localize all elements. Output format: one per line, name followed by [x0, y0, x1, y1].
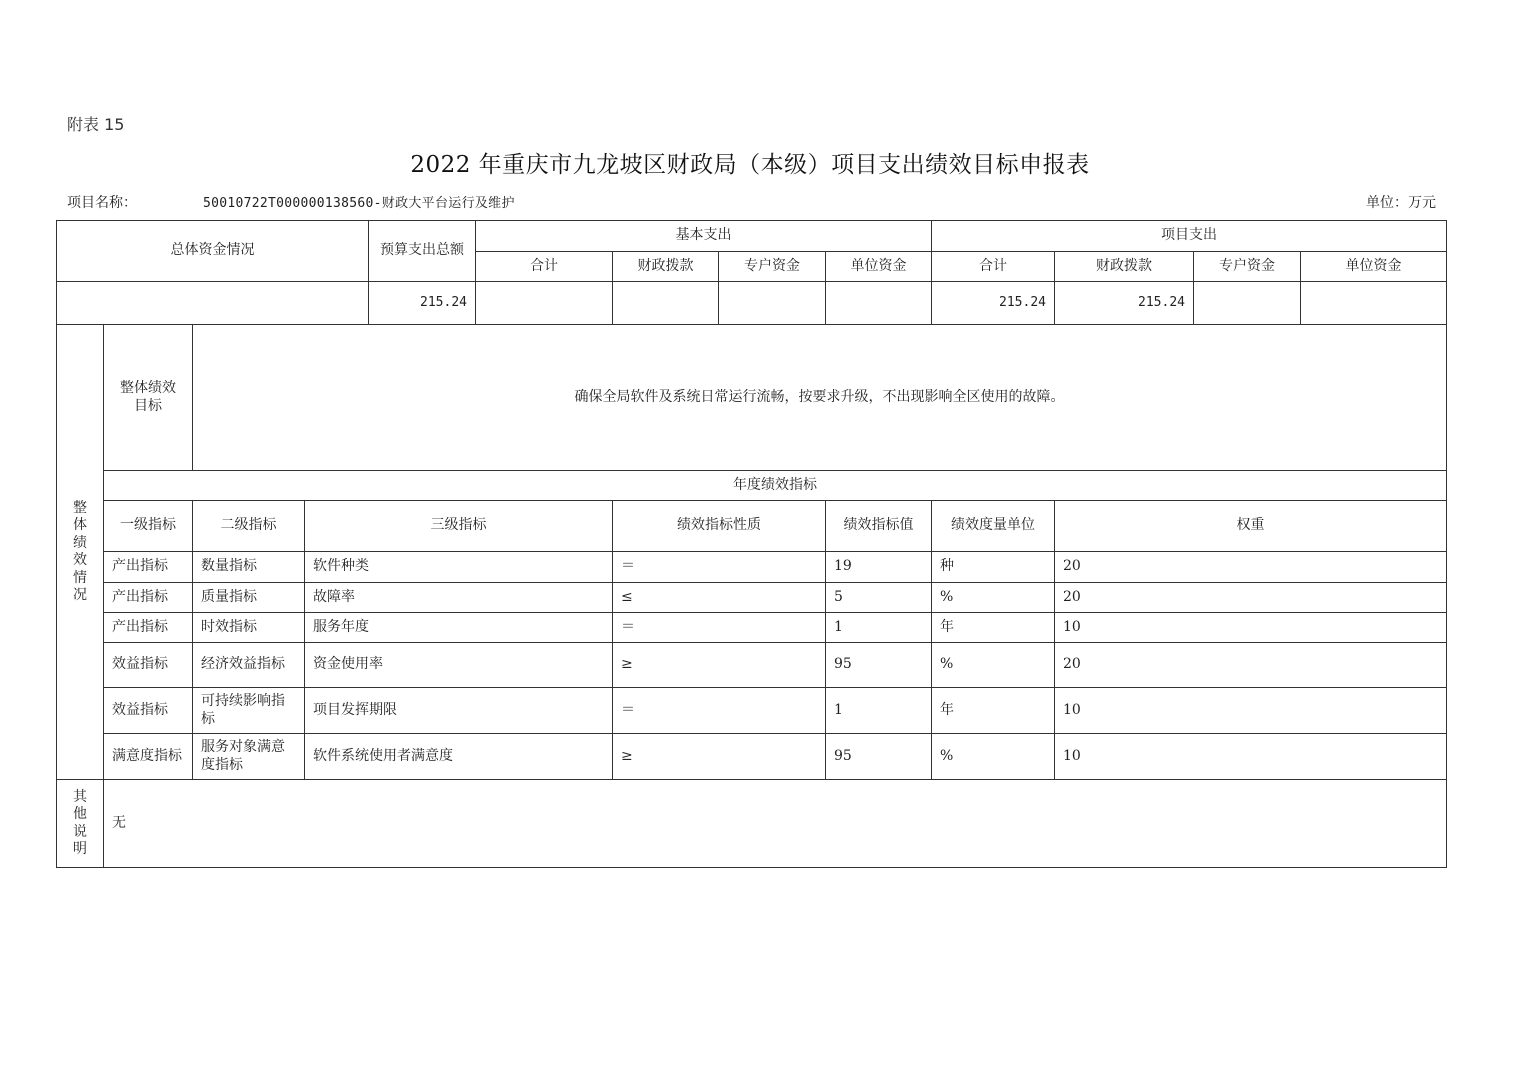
basic-special-value [719, 282, 826, 325]
row-nature: ＝ [613, 613, 826, 643]
row-level1: 产出指标 [104, 613, 193, 643]
row-weight: 20 [1055, 552, 1447, 583]
row-weight: 10 [1055, 688, 1447, 734]
basic-subtotal-value [476, 282, 613, 325]
row-unit: 种 [932, 552, 1055, 583]
row-level2: 质量指标 [193, 583, 305, 613]
row-level2: 数量指标 [193, 552, 305, 583]
row-level3: 项目发挥期限 [305, 688, 613, 734]
project-special-header: 专户资金 [1194, 252, 1301, 282]
table-row [57, 552, 1447, 583]
funds-section-label: 总体资金情况 [57, 221, 369, 282]
budget-total-label: 预算支出总额 [369, 221, 476, 282]
row-value: 1 [826, 688, 932, 734]
performance-side-label: 整 体 绩 效 情 况 [57, 325, 104, 780]
row-unit: % [932, 643, 1055, 688]
row-level3: 资金使用率 [305, 643, 613, 688]
row-level3: 故障率 [305, 583, 613, 613]
row-level1: 满意度指标 [104, 734, 193, 780]
row-level3: 服务年度 [305, 613, 613, 643]
table-row [57, 734, 1447, 780]
table-row [57, 613, 1447, 643]
row-value: 95 [826, 734, 932, 780]
project-special-value [1194, 282, 1301, 325]
project-expense-header: 项目支出 [932, 221, 1447, 252]
row-level2: 经济效益指标 [193, 643, 305, 688]
row-weight: 10 [1055, 613, 1447, 643]
project-fiscal-value: 215.24 [1055, 282, 1194, 325]
row-level3: 软件种类 [305, 552, 613, 583]
row-level1: 产出指标 [104, 583, 193, 613]
unit-label: 单位：万元 [1366, 195, 1436, 211]
row-value: 5 [826, 583, 932, 613]
page-title: 2022 年重庆市九龙坡区财政局（本级）项目支出绩效目标申报表 [410, 152, 1090, 178]
table-row [57, 583, 1447, 613]
row-level2: 时效指标 [193, 613, 305, 643]
overall-goal-text: 确保全局软件及系统日常运行流畅，按要求升级，不出现影响全区使用的故障。 [193, 325, 1447, 471]
basic-fiscal-header: 财政拨款 [613, 252, 719, 282]
col-level3-header: 三级指标 [305, 501, 613, 552]
row-unit: 年 [932, 688, 1055, 734]
overall-goal-label: 整体绩效目标 [104, 325, 193, 471]
row-level1: 效益指标 [104, 688, 193, 734]
col-level2-header: 二级指标 [193, 501, 305, 552]
other-notes-text: 无 [104, 780, 1447, 868]
row-level1: 效益指标 [104, 643, 193, 688]
row-level2: 可持续影响指标 [193, 688, 305, 734]
col-value-header: 绩效指标值 [826, 501, 932, 552]
project-unit-header: 单位资金 [1301, 252, 1447, 282]
row-nature: ≤ [613, 583, 826, 613]
basic-unit-header: 单位资金 [826, 252, 932, 282]
row-value: 1 [826, 613, 932, 643]
row-level2: 服务对象满意度指标 [193, 734, 305, 780]
other-notes-side-label: 其 他 说 明 [57, 780, 104, 868]
row-level1: 产出指标 [104, 552, 193, 583]
budget-total-value: 215.24 [369, 282, 476, 325]
row-unit: 年 [932, 613, 1055, 643]
project-subtotal-header: 合计 [932, 252, 1055, 282]
basic-expense-header: 基本支出 [476, 221, 932, 252]
attachment-label: 附表 15 [67, 115, 125, 134]
row-level3: 软件系统使用者满意度 [305, 734, 613, 780]
project-fiscal-header: 财政拨款 [1055, 252, 1194, 282]
basic-unit-value [826, 282, 932, 325]
row-unit: % [932, 734, 1055, 780]
basic-special-header: 专户资金 [719, 252, 826, 282]
row-weight: 20 [1055, 643, 1447, 688]
col-nature-header: 绩效指标性质 [613, 501, 826, 552]
row-weight: 10 [1055, 734, 1447, 780]
funds-blank-cell [57, 282, 369, 325]
row-weight: 20 [1055, 583, 1447, 613]
performance-table [56, 220, 1447, 868]
row-nature: ＝ [613, 552, 826, 583]
project-name-label: 项目名称： [67, 195, 137, 211]
project-name-value: 50010722T000000138560-财政大平台运行及维护 [203, 196, 515, 211]
basic-fiscal-value [613, 282, 719, 325]
col-unit-header: 绩效度量单位 [932, 501, 1055, 552]
annual-indicators-header: 年度绩效指标 [104, 471, 1447, 501]
table-row [57, 688, 1447, 734]
project-unit-value [1301, 282, 1447, 325]
basic-subtotal-header: 合计 [476, 252, 613, 282]
row-value: 19 [826, 552, 932, 583]
col-weight-header: 权重 [1055, 501, 1447, 552]
row-unit: % [932, 583, 1055, 613]
row-value: 95 [826, 643, 932, 688]
col-level1-header: 一级指标 [104, 501, 193, 552]
row-nature: ≥ [613, 643, 826, 688]
row-nature: ＝ [613, 688, 826, 734]
row-nature: ≥ [613, 734, 826, 780]
table-row [57, 643, 1447, 688]
project-subtotal-value: 215.24 [932, 282, 1055, 325]
